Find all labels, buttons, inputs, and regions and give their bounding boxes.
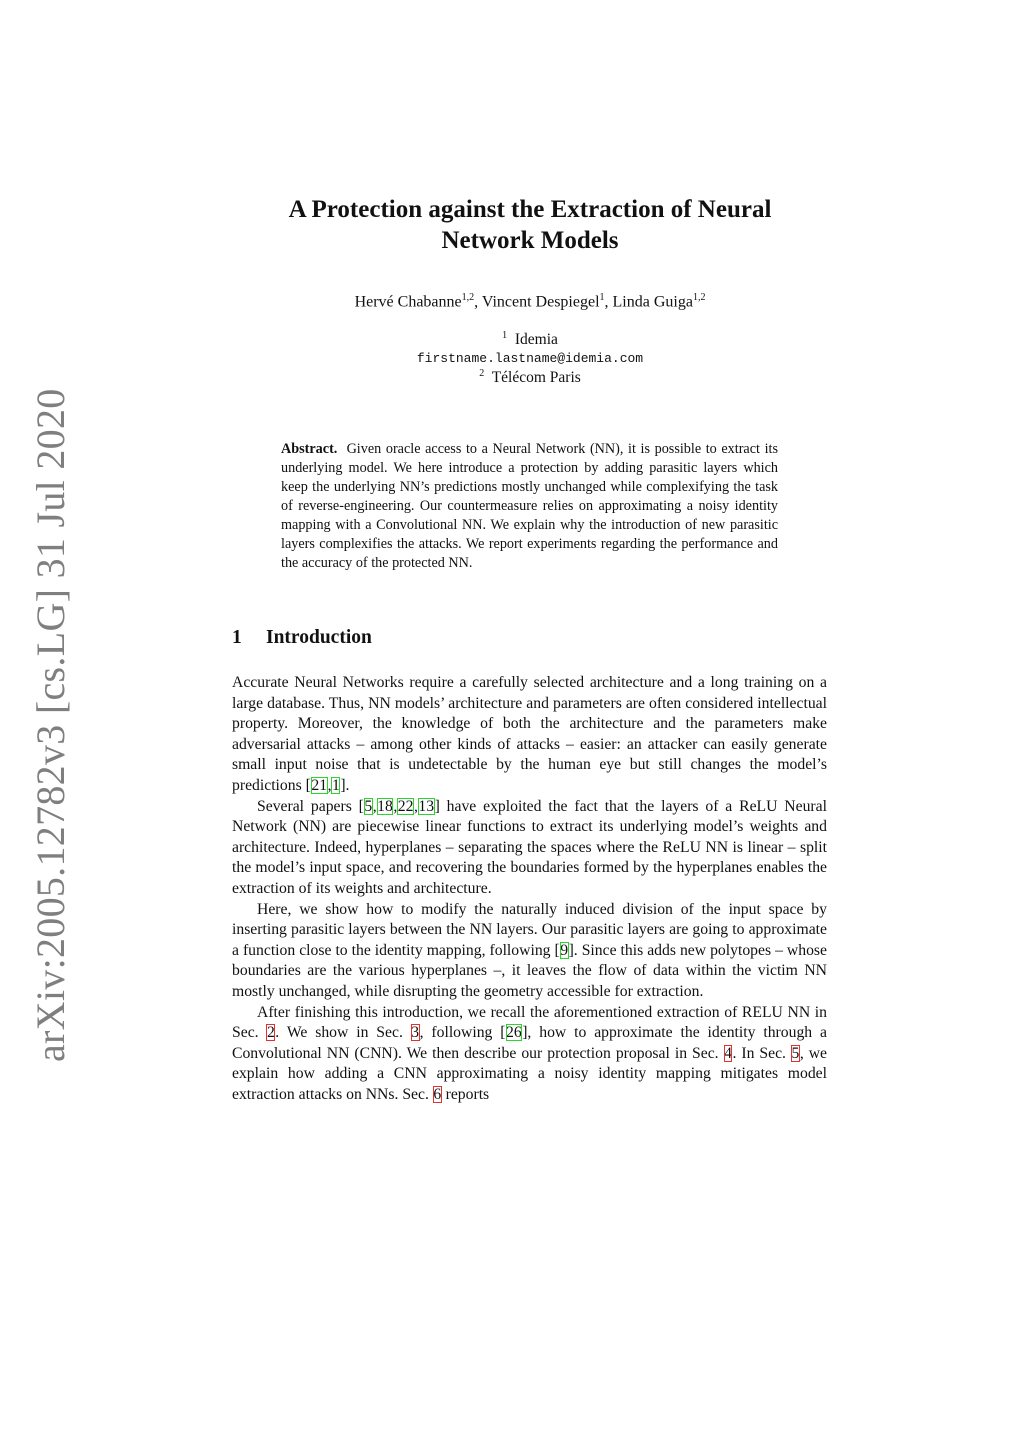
citation-link[interactable]: 9 <box>560 941 569 959</box>
author-affil-sup: 1 <box>599 292 605 303</box>
paragraph-text: . In Sec. <box>732 1044 791 1062</box>
section-link[interactable]: 2 <box>266 1024 275 1042</box>
separator: , <box>413 797 418 815</box>
arxiv-identifier[interactable]: arXiv:2005.12782v3 [cs.LG] 31 Jul 2020 <box>28 388 73 1062</box>
paragraph-text: Accurate Neural Networks require a carefully selected architecture and a long training on a large database. Thus, NN models’ architecture and parameters are often considered intellectual property. Moreover, the knowledge of both the architecture and the parameters make adversarial attacks – among other kinds of attacks – easier: an attacker can easily generate small input noise that is undetectable by the human eye but still changes the model’s predictions <box>232 674 827 794</box>
section-title: Introduction <box>266 627 372 648</box>
author-name: Vincent Despiegel <box>481 293 600 311</box>
section-link[interactable]: 4 <box>724 1044 732 1062</box>
paragraph-4 <box>232 1003 827 1106</box>
paragraph-3 <box>232 900 827 1003</box>
author-name: Linda Guiga <box>612 293 693 311</box>
contact-email[interactable]: firstname.lastname@idemia.com <box>416 351 644 366</box>
section-link[interactable]: 6 <box>433 1085 442 1103</box>
author-name: Hervé Chabanne <box>354 293 462 311</box>
paragraph-1 <box>232 673 827 797</box>
separator: , <box>393 797 398 815</box>
author-separator: , <box>474 293 482 311</box>
section-link[interactable]: 5 <box>791 1044 800 1062</box>
affiliation-2 <box>232 368 828 387</box>
author-list <box>232 292 828 311</box>
separator: , <box>327 776 332 794</box>
affiliation-name: Télécom Paris <box>491 369 581 387</box>
bracket: [ <box>305 776 311 794</box>
paragraph-text: ]. Since this adds new polytopes – whose boundaries are the various hyperplanes –, it leaves the flow of data within the victim NN mostly unchanged, while disrupting the geometry accessible for extraction. <box>232 941 827 1000</box>
paragraph-text: ] have exploited the fact that the layers of a ReLU Neural Network (NN) are piecewise linear functions to extract its underlying model’s weights and architecture. Indeed, hyperplanes – separating the spaces where the ReLU NN is linear – split the model’s input space, and recovering the boundaries formed by the hyperplanes enables the extraction of its weights and architecture. <box>232 797 827 897</box>
abstract <box>281 440 778 573</box>
citation-link[interactable]: 18 <box>377 797 393 815</box>
paragraph-text: reports <box>441 1085 490 1103</box>
affiliation-sup: 2 <box>479 368 485 379</box>
bracket: ]. <box>340 776 350 794</box>
paragraph-text: Here, we show how to modify the naturally induced division of the input space by inserting parasitic layers between the NN layers. Our parasitic layers are going to approximate a function close to the identity mapping, following [ <box>232 900 827 959</box>
author-affil-sup: 1,2 <box>692 292 706 303</box>
section-heading <box>232 627 372 649</box>
citation-link[interactable]: 13 <box>418 797 435 815</box>
abstract-text: Given oracle access to a Neural Network (NN), it is possible to extract its underlying model. We here introduce a protection by adding parasitic layers which keep the underlying NN’s predictions mostly unchanged while complexifying the task of reverse-engineering. Our countermeasure relies on approximating a noisy identity mapping with a Convolutional NN. We explain why the introduction of new parasitic layers complexifies the attacks. We report experiments regarding the performance and the accuracy of the protected NN. <box>281 441 778 571</box>
title-line-1: A Protection against the Extraction of Neural <box>288 196 772 223</box>
separator: , <box>372 797 377 815</box>
section-number: 1 <box>232 627 242 648</box>
paper-title <box>232 194 828 256</box>
author-separator: , <box>604 293 613 311</box>
paragraph-text: , following [ <box>419 1024 506 1042</box>
affiliation-sup: 1 <box>502 330 508 341</box>
citation-link[interactable]: 5 <box>364 797 373 815</box>
section-link[interactable]: 3 <box>411 1024 420 1042</box>
abstract-label: Abstract. <box>281 441 338 457</box>
author-affil-sup: 1,2 <box>461 292 475 303</box>
introduction-body <box>232 673 827 1105</box>
affiliation-1 <box>232 330 828 349</box>
paragraph-text: After finishing this introduction, we recall the aforementioned extraction of RELU NN in Sec. <box>232 1003 827 1042</box>
paragraph-text: Several papers [ <box>257 797 364 815</box>
paragraph-text: ], how to approximate the identity through a Convolutional NN (CNN). We then describe our protection proposal in Sec. <box>232 1024 827 1062</box>
citation-link[interactable]: 22 <box>397 797 414 815</box>
citation-link[interactable]: 26 <box>506 1024 522 1042</box>
affiliation-name: Idemia <box>514 331 558 349</box>
title-line-2: Network Models <box>441 227 619 254</box>
citation-link[interactable]: 1 <box>331 776 340 794</box>
paragraph-text: , we explain how adding a CNN approximating a noisy identity mapping mitigates model extraction attacks on NNs. Sec. <box>232 1044 828 1103</box>
paragraph-2 <box>232 797 827 900</box>
citation-link[interactable]: 21 <box>311 776 328 794</box>
paragraph-text: . We show in Sec. <box>275 1024 411 1042</box>
